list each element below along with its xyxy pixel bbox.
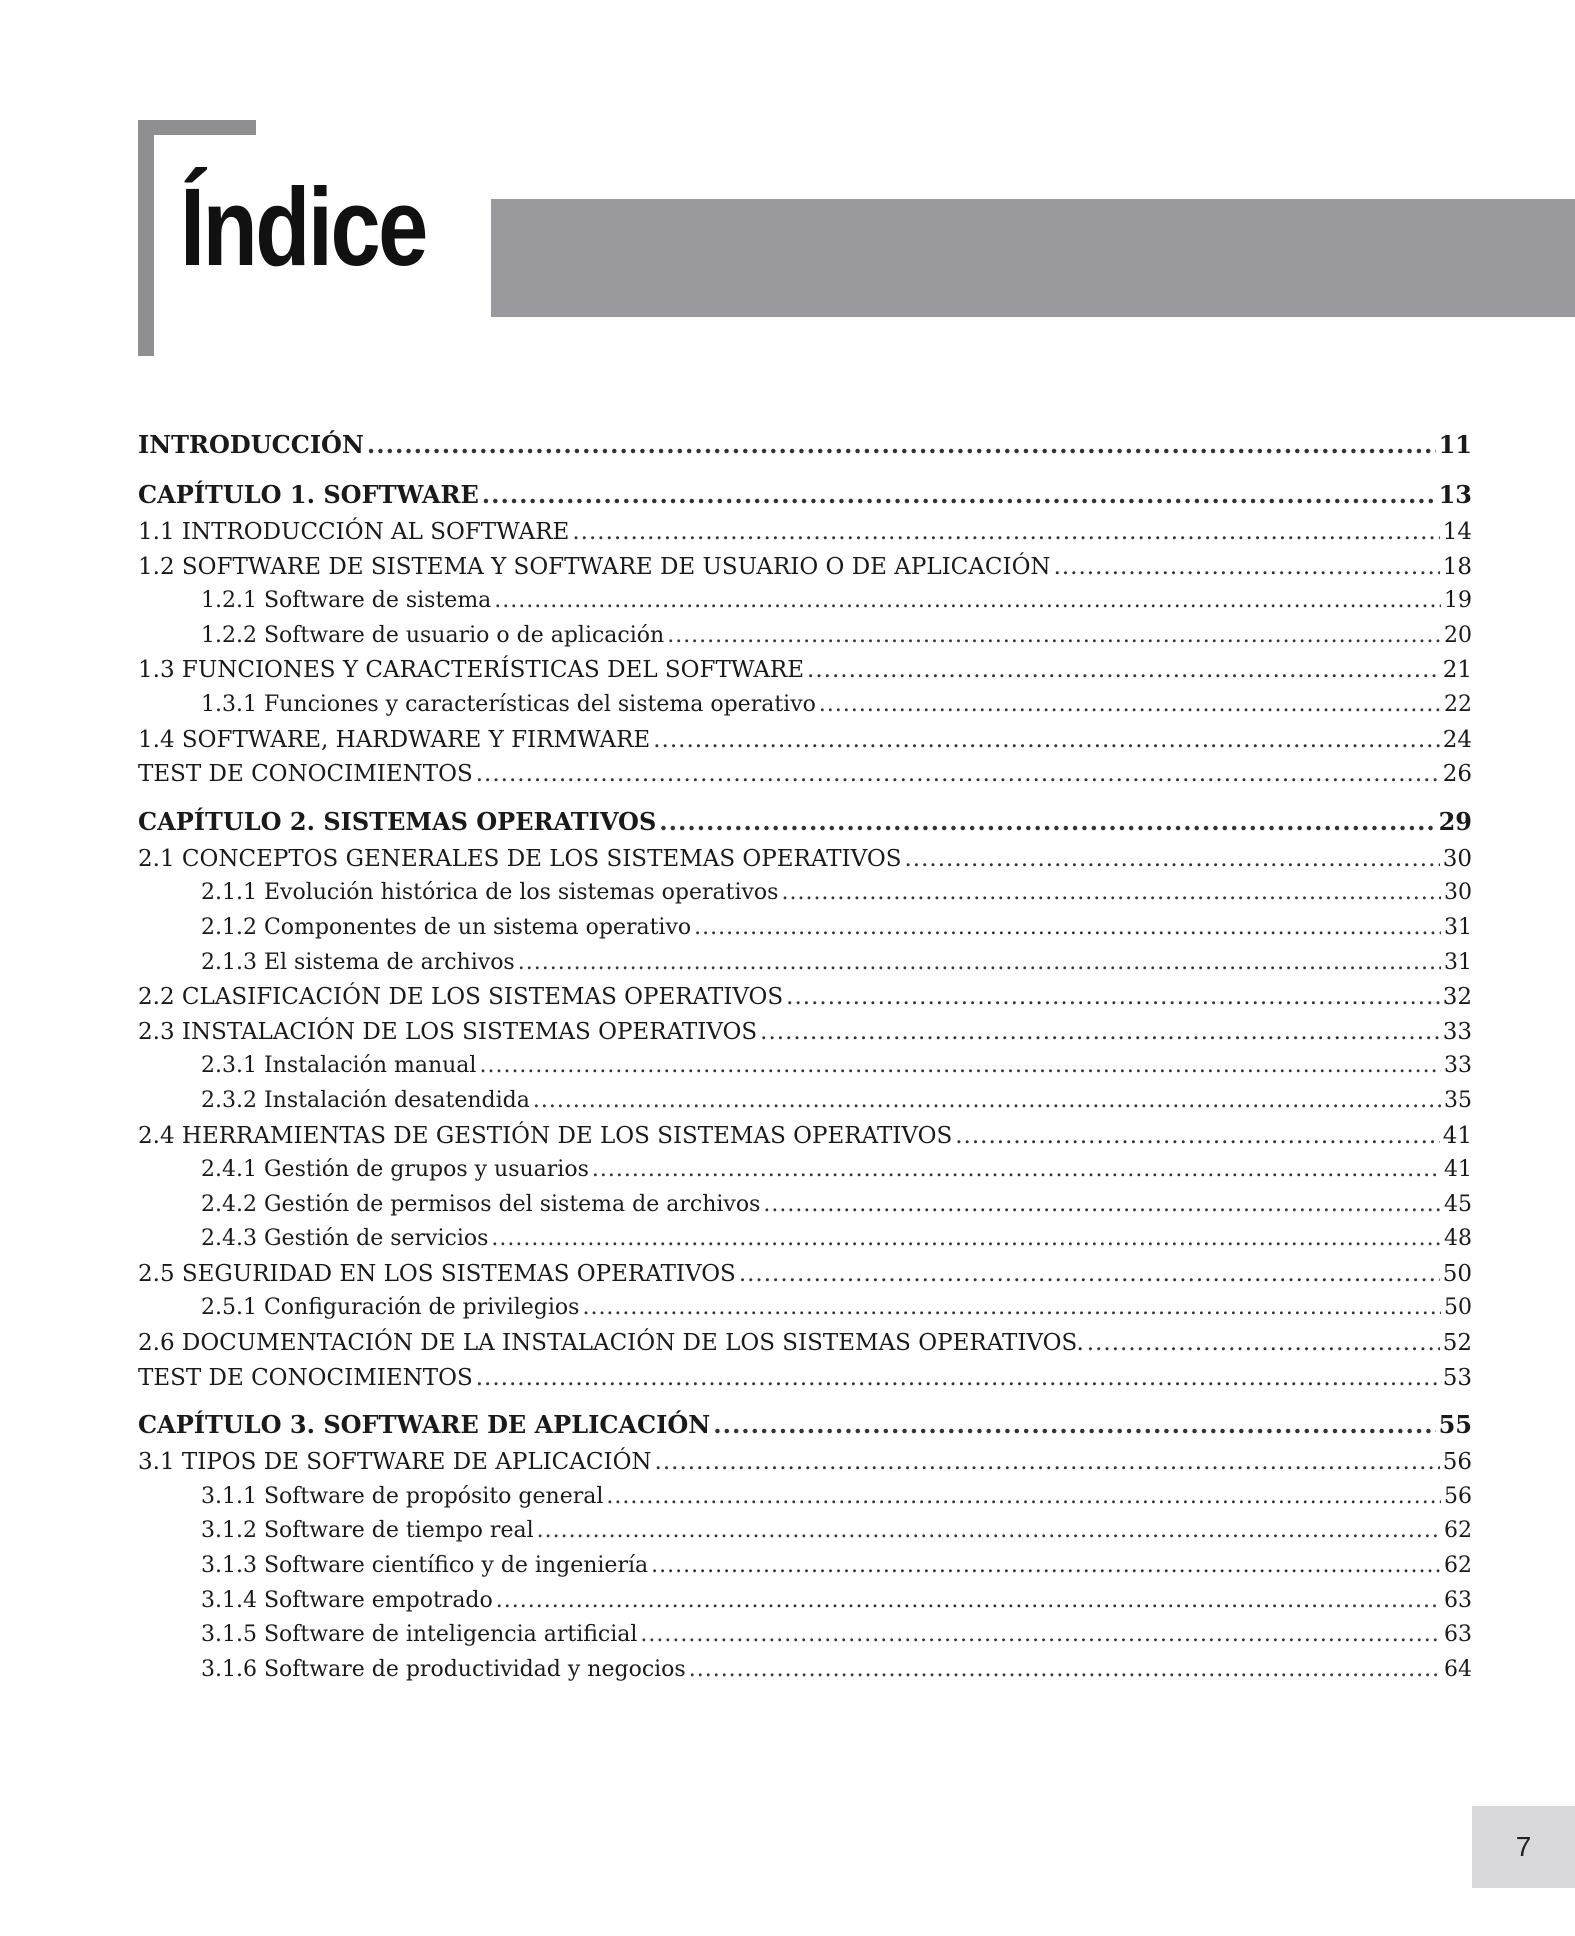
toc-dot-leader [496,1584,1441,1619]
page-number-tab [1472,1806,1575,1888]
toc-entry-label: 2.2 CLASIFICACIÓN DE LOS SISTEMAS OPERATIVOS [138,984,784,1011]
toc-entry-page: 29 [1438,806,1472,836]
toc-entry-label: 1.2.2 Software de usuario o de aplicación [201,622,665,648]
toc-entry-label: 1.2 SOFTWARE DE SISTEMA Y SOFTWARE DE USUARIO O DE APLICACIÓN [138,553,1051,580]
toc-entry-page: 18 [1442,553,1472,580]
toc-entry-page: 26 [1442,761,1472,788]
toc-entry-page: 33 [1444,1053,1472,1079]
toc-entry-page: 24 [1442,726,1472,753]
toc-dot-leader [651,1549,1441,1584]
title-bracket-top [138,120,256,135]
toc-dot-leader [494,584,1441,619]
toc-entry-chapter[interactable] [138,425,1472,465]
toc-entry-sub[interactable] [138,1222,1472,1257]
toc-entry-page: 45 [1444,1191,1472,1217]
toc-entry-page: 21 [1442,657,1472,684]
toc-entry-label: TEST DE CONOCIMIENTOS [138,761,473,788]
title-bracket-left [138,120,154,356]
toc-dot-leader [537,1514,1441,1549]
toc-entry-chapter[interactable] [138,802,1472,842]
toc-dot-leader [1087,1326,1440,1361]
toc-entry-sub[interactable] [138,1618,1472,1653]
toc-entry-section[interactable] [138,653,1472,688]
toc-entry-page: 50 [1442,1260,1472,1287]
toc-entry-page: 41 [1444,1157,1472,1183]
toc-entry-chapter[interactable] [138,1405,1472,1445]
toc-entry-label: 2.1 CONCEPTOS GENERALES DE LOS SISTEMAS OPERATIVOS [138,845,902,872]
table-of-contents [138,425,1472,1687]
toc-dot-leader [640,1618,1441,1653]
toc-entry-label: 2.4.3 Gestión de servicios [201,1226,489,1252]
toc-entry-label: 3.1.6 Software de productividad y negocios [201,1656,686,1682]
toc-entry-label: 2.4.2 Gestión de permisos del sistema de archivos [201,1191,761,1217]
toc-entry-section[interactable] [138,1015,1472,1050]
toc-dot-leader [518,946,1441,981]
toc-entry-section[interactable] [138,842,1472,877]
toc-entry-sub[interactable] [138,946,1472,981]
toc-entry-sub[interactable] [138,1153,1472,1188]
toc-entry-label: 2.6 DOCUMENTACIÓN DE LA INSTALACIÓN DE LOS SISTEMAS OPERATIVOS. [138,1330,1084,1357]
toc-entry-page: 52 [1442,1330,1472,1357]
toc-entry-section[interactable] [138,1257,1472,1292]
toc-dot-leader [572,515,1439,550]
toc-dot-leader [659,802,1435,842]
toc-entry-label: 1.4 SOFTWARE, HARDWARE Y FIRMWARE [138,726,651,753]
toc-entry-sub[interactable] [138,1514,1472,1549]
toc-entry-section[interactable] [138,757,1472,792]
toc-entry-page: 41 [1442,1122,1472,1149]
toc-entry-section[interactable] [138,550,1472,585]
toc-entry-page: 22 [1444,691,1472,717]
toc-dot-leader [482,475,1436,515]
toc-entry-label: 2.3 INSTALACIÓN DE LOS SISTEMAS OPERATIVOS [138,1018,758,1045]
toc-entry-label: 3.1 TIPOS DE SOFTWARE DE APLICACIÓN [138,1449,652,1476]
toc-entry-page: 31 [1444,949,1472,975]
toc-entry-section[interactable] [138,1445,1472,1480]
toc-entry-page: 30 [1444,880,1472,906]
toc-entry-page: 56 [1442,1449,1472,1476]
toc-dot-leader [694,911,1441,946]
toc-dot-leader [781,876,1441,911]
toc-entry-label: 2.3.2 Instalación desatendida [201,1087,530,1113]
toc-dot-leader [533,1084,1441,1119]
toc-entry-label: 1.3.1 Funciones y características del sistema operativo [201,691,816,717]
toc-dot-leader [592,1153,1441,1188]
title-band [491,199,1575,317]
toc-entry-label: 3.1.1 Software de propósito general [201,1483,604,1509]
toc-entry-section[interactable] [138,1361,1472,1396]
toc-entry-label: CAPÍTULO 3. SOFTWARE DE APLICACIÓN [138,1410,711,1440]
page-title: Índice [180,166,426,289]
toc-entry-sub[interactable] [138,584,1472,619]
toc-entry-sub[interactable] [138,876,1472,911]
toc-entry-label: 1.3 FUNCIONES Y CARACTERÍSTICAS DEL SOFTWARE [138,657,805,684]
toc-entry-sub[interactable] [138,688,1472,723]
toc-entry-page: 62 [1444,1518,1472,1544]
toc-dot-leader [739,1257,1440,1292]
toc-entry-label: INTRODUCCIÓN [138,430,364,459]
toc-entry-label: 2.1.3 El sistema de archivos [201,949,515,975]
toc-entry-label: 2.3.1 Instalación manual [201,1053,477,1079]
toc-dot-leader [763,1188,1441,1223]
toc-entry-label: 3.1.5 Software de inteligencia artificial [201,1622,638,1648]
toc-entry-page: 50 [1444,1295,1472,1321]
toc-entry-sub[interactable] [138,619,1472,654]
toc-dot-leader [955,1119,1440,1154]
toc-dot-leader [655,1445,1440,1480]
toc-dot-leader [807,653,1440,688]
toc-entry-page: 55 [1438,1410,1472,1440]
toc-dot-leader [713,1405,1435,1445]
toc-entry-sub[interactable] [138,911,1472,946]
toc-dot-leader [476,1361,1440,1396]
toc-entry-label: 2.5.1 Configuración de privilegios [201,1295,580,1321]
toc-entry-page: 19 [1444,588,1472,614]
toc-entry-label: CAPÍTULO 2. SISTEMAS OPERATIVOS [138,806,657,836]
toc-entry-page: 11 [1438,430,1472,459]
toc-entry-page: 63 [1444,1587,1472,1613]
toc-dot-leader [689,1653,1441,1688]
toc-entry-label: TEST DE CONOCIMIENTOS [138,1364,473,1391]
toc-entry-label: 2.4 HERRAMIENTAS DE GESTIÓN DE LOS SISTEMAS OPERATIVOS [138,1122,953,1149]
toc-entry-sub[interactable] [138,1049,1472,1084]
toc-entry-section[interactable] [138,980,1472,1015]
toc-entry-sub[interactable] [138,1291,1472,1326]
toc-entry-page: 13 [1438,480,1472,509]
toc-entry-sub[interactable] [138,1549,1472,1584]
toc-entry-label: 2.1.1 Evolución histórica de los sistemas operativos [201,880,779,906]
toc-dot-leader [367,425,1436,465]
toc-entry-section[interactable] [138,515,1472,550]
toc-entry-label: 3.1.2 Software de tiempo real [201,1518,534,1544]
toc-dot-leader [819,688,1441,723]
toc-entry-page: 48 [1444,1226,1472,1252]
toc-dot-leader [479,1049,1441,1084]
toc-entry-chapter[interactable] [138,475,1472,515]
toc-entry-page: 63 [1444,1622,1472,1648]
toc-dot-leader [904,842,1439,877]
toc-entry-label: 2.1.2 Componentes de un sistema operativo [201,914,692,940]
toc-entry-page: 32 [1442,984,1472,1011]
toc-entry-page: 33 [1442,1018,1472,1045]
toc-dot-leader [582,1291,1441,1326]
toc-entry-page: 64 [1444,1656,1472,1682]
toc-entry-label: 3.1.4 Software empotrado [201,1587,493,1613]
toc-entry-page: 14 [1442,519,1472,545]
toc-entry-sub[interactable] [138,1084,1472,1119]
toc-dot-leader [667,619,1441,654]
toc-dot-leader [653,723,1440,758]
toc-entry-label: 1.1 INTRODUCCIÓN AL SOFTWARE [138,519,570,545]
toc-entry-label: 2.4.1 Gestión de grupos y usuarios [201,1157,589,1183]
toc-entry-page: 53 [1442,1364,1472,1391]
toc-entry-page: 30 [1442,845,1472,872]
toc-entry-section[interactable] [138,1326,1472,1361]
toc-entry-sub[interactable] [138,1480,1472,1515]
toc-entry-label: 3.1.3 Software científico y de ingeniería [201,1553,649,1579]
toc-dot-leader [760,1015,1440,1050]
toc-entry-section[interactable] [138,723,1472,758]
toc-entry-sub[interactable] [138,1188,1472,1223]
page-number: 7 [1515,1831,1532,1862]
toc-entry-sub[interactable] [138,1584,1472,1619]
toc-entry-label: 1.2.1 Software de sistema [201,588,492,614]
toc-entry-page: 62 [1444,1553,1472,1579]
toc-dot-leader [606,1480,1441,1515]
toc-dot-leader [786,980,1440,1015]
toc-entry-label: CAPÍTULO 1. SOFTWARE [138,480,479,509]
toc-entry-page: 31 [1444,914,1472,940]
toc-entry-page: 35 [1444,1087,1472,1113]
toc-entry-section[interactable] [138,1119,1472,1154]
toc-entry-page: 56 [1444,1483,1472,1509]
toc-dot-leader [1054,550,1440,585]
toc-entry-label: 2.5 SEGURIDAD EN LOS SISTEMAS OPERATIVOS [138,1260,736,1287]
toc-entry-page: 20 [1444,622,1472,648]
toc-dot-leader [491,1222,1441,1257]
toc-dot-leader [476,757,1440,792]
toc-entry-sub[interactable] [138,1653,1472,1688]
